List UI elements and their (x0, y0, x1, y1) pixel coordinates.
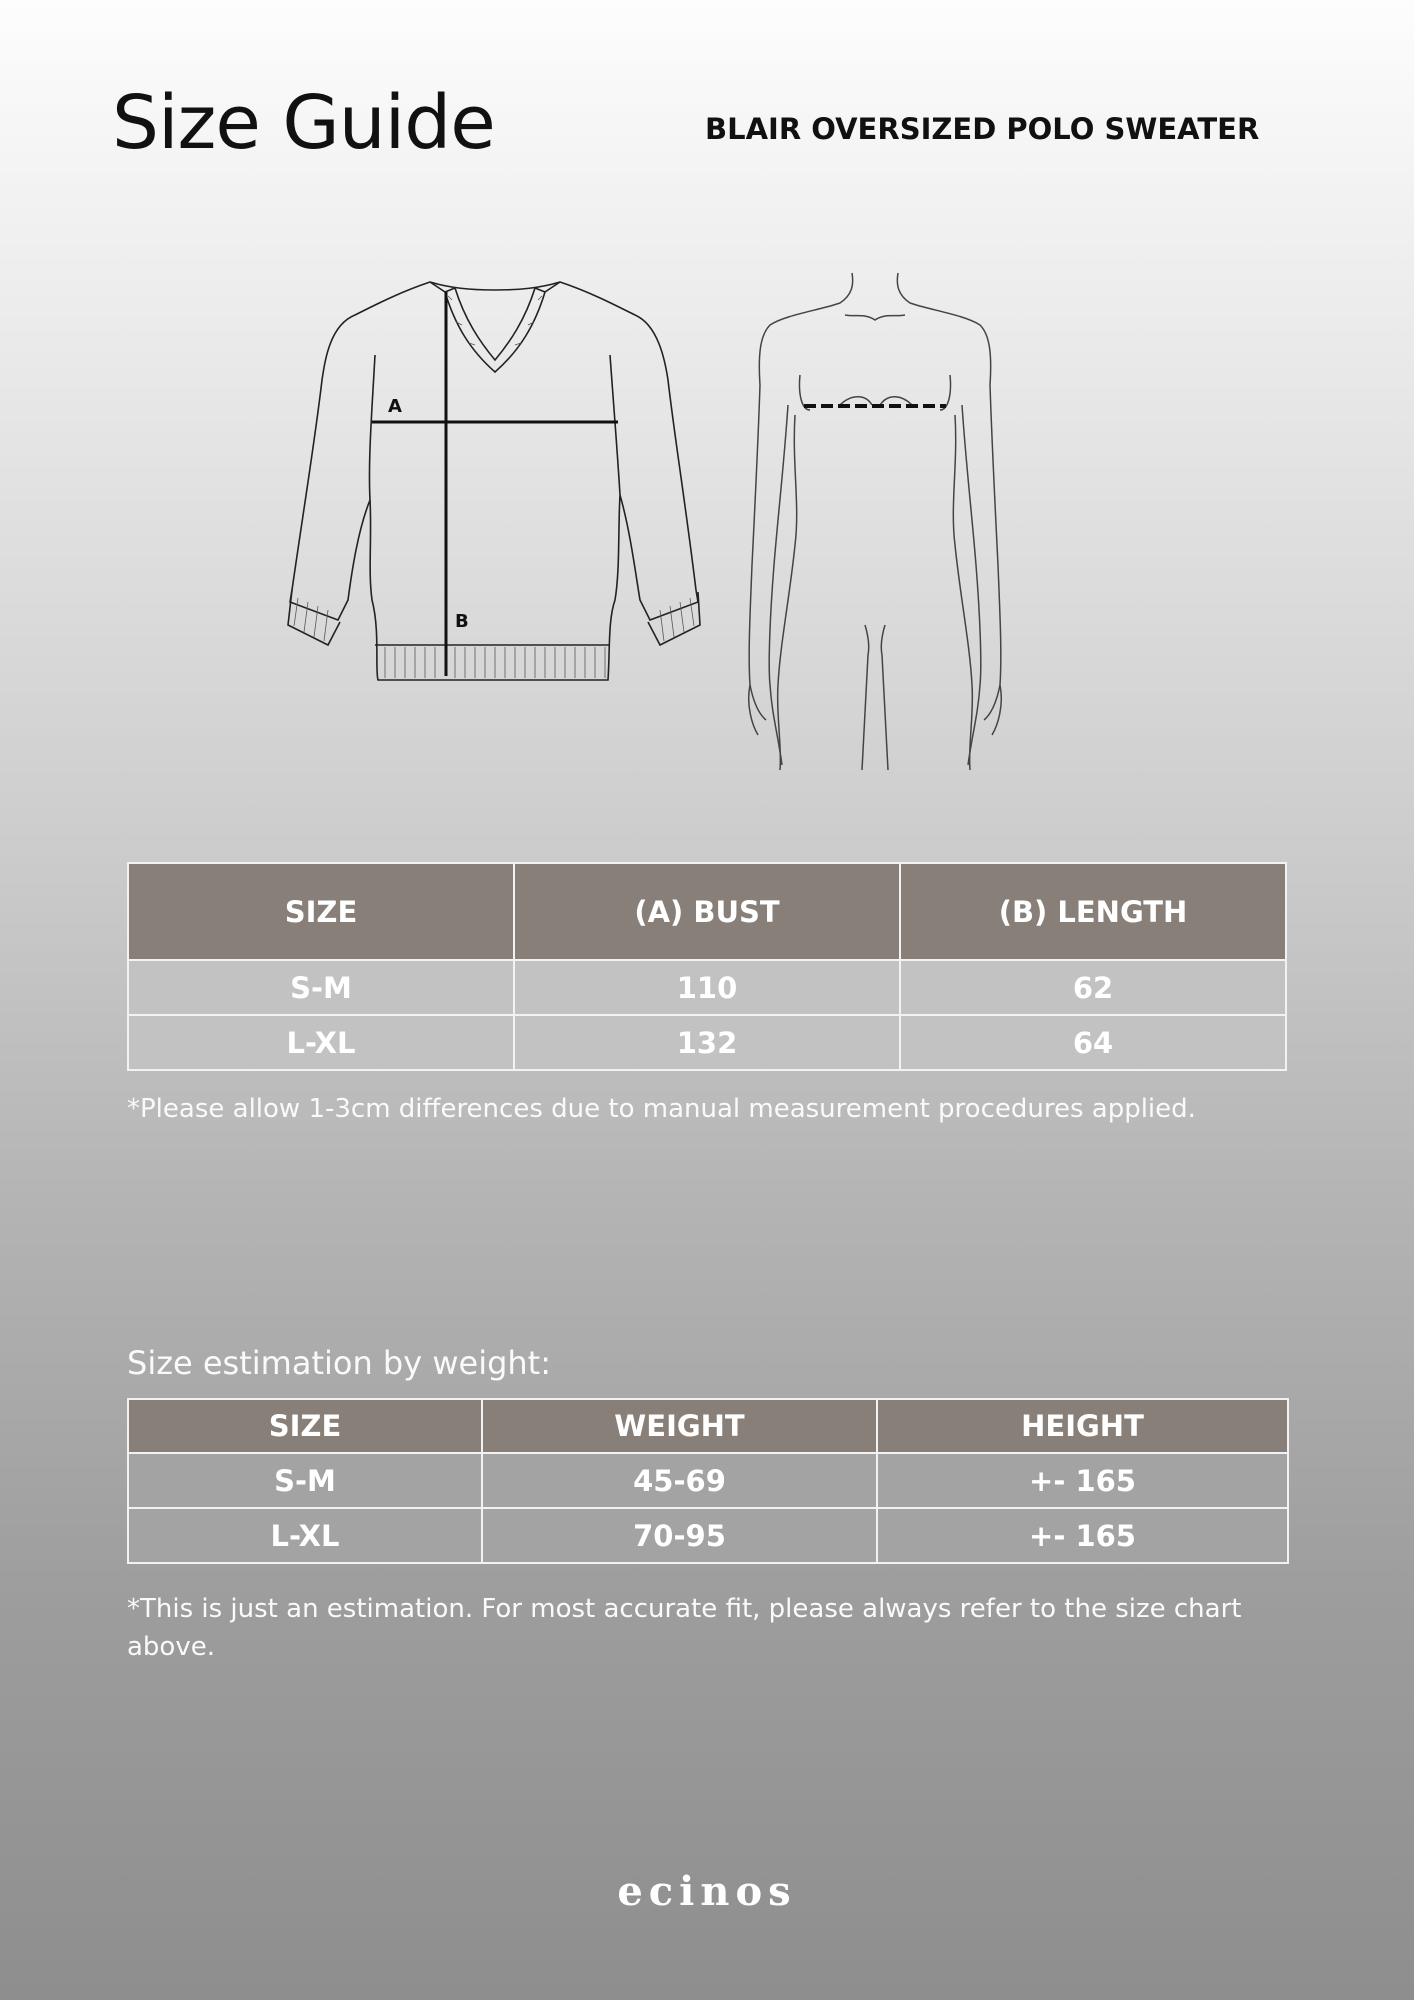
table-cell: S-M (128, 1453, 482, 1508)
table-cell: +- 165 (877, 1508, 1288, 1563)
measure-label-b: B (455, 611, 469, 632)
table-row (128, 1015, 1286, 1070)
table-cell: L-XL (128, 1508, 482, 1563)
brand-logo: ecinos (617, 1868, 797, 1915)
table-cell: 132 (514, 1015, 900, 1070)
column-header: WEIGHT (482, 1399, 877, 1453)
table-header-row (128, 1399, 1288, 1453)
column-header: (B) LENGTH (900, 863, 1286, 960)
table-row (128, 1508, 1288, 1563)
table-cell: 62 (900, 960, 1286, 1015)
table-row (128, 960, 1286, 1015)
table-row (128, 1453, 1288, 1508)
table-cell: L-XL (128, 1015, 514, 1070)
column-header: SIZE (128, 1399, 482, 1453)
table-cell: 110 (514, 960, 900, 1015)
column-header: SIZE (128, 863, 514, 960)
table-header-row (128, 863, 1286, 960)
weight-section-heading: Size estimation by weight: (127, 1344, 551, 1382)
weight-chart-table (127, 1398, 1289, 1564)
table-cell: S-M (128, 960, 514, 1015)
column-header: (A) BUST (514, 863, 900, 960)
table-cell: 70-95 (482, 1508, 877, 1563)
measure-label-a: A (388, 396, 402, 417)
size-chart-table (127, 862, 1287, 1071)
column-header: HEIGHT (877, 1399, 1288, 1453)
table-cell: 45-69 (482, 1453, 877, 1508)
table-cell: 64 (900, 1015, 1286, 1070)
measurement-note: *Please allow 1-3cm differences due to manual measurement procedures applied. (127, 1094, 1196, 1124)
body-figure-sketch (740, 265, 1010, 775)
table-cell: +- 165 (877, 1453, 1288, 1508)
sweater-sketch (280, 270, 720, 690)
page-title: Size Guide (112, 80, 495, 166)
estimation-note: *This is just an estimation. For most accurate fit, please always refer to the size chart above. (127, 1594, 1242, 1662)
product-name: BLAIR OVERSIZED POLO SWEATER (705, 112, 1260, 146)
